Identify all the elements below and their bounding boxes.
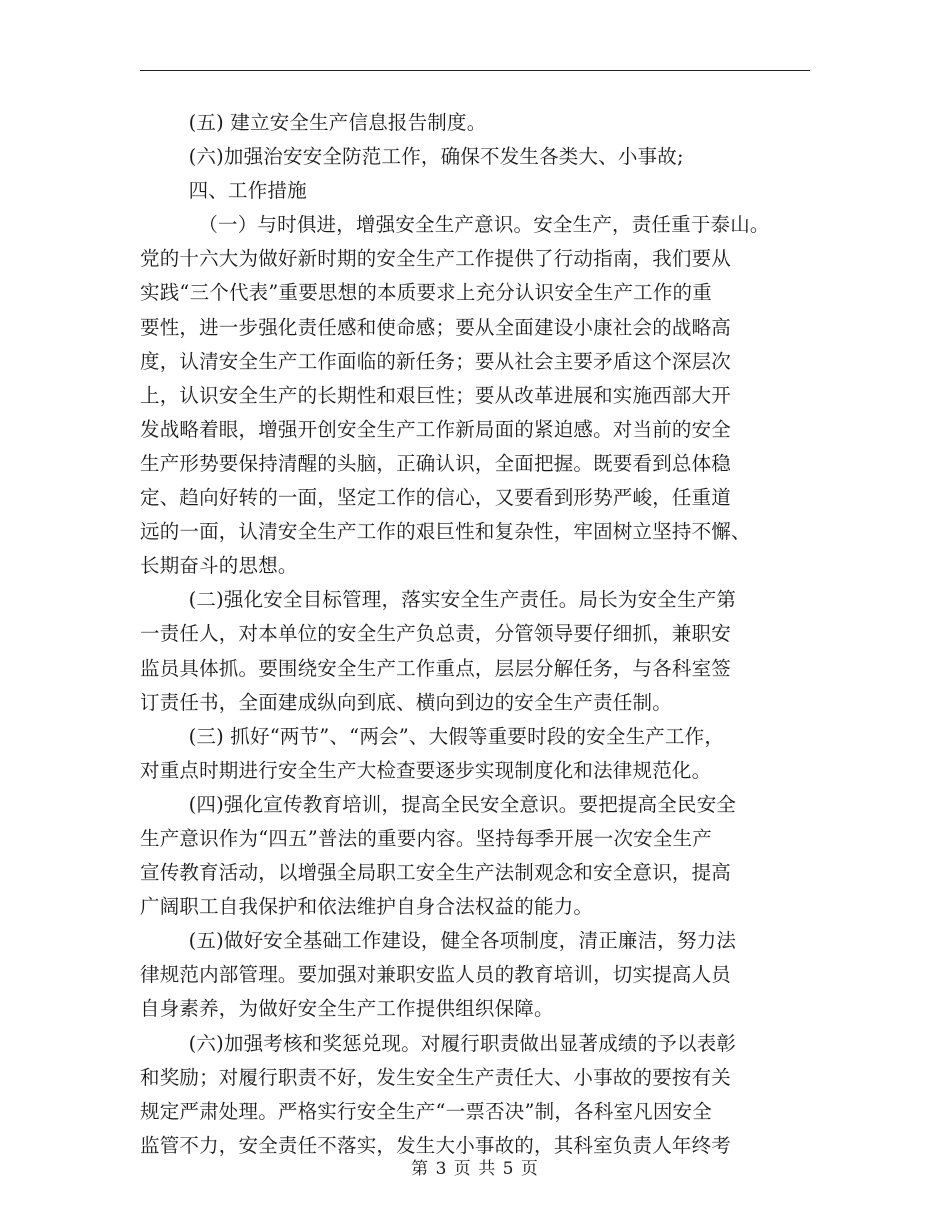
text-line: 度，认清安全生产工作面临的新任务；要从社会主要矛盾这个深层次 bbox=[140, 349, 732, 373]
text-line: 定、趋向好转的一面，坚定工作的信心，又要看到形势严峻，任重道 bbox=[140, 486, 732, 510]
text-line: 一责任人，对本单位的安全生产负总责，分管领导要仔细抓，兼职安 bbox=[140, 622, 732, 646]
text-line: 生产形势要保持清醒的头脑，正确认识，全面把握。既要看到总体稳 bbox=[140, 451, 732, 475]
page-footer: 第 3 页 共 5 页 bbox=[411, 1159, 539, 1179]
text-line: 律规范内部管理。要加强对兼职安监人员的教育培训，切实提高人员 bbox=[140, 963, 732, 987]
text-line: 监管不力，安全责任不落实，发生大小事故的，其科室负责人年终考 bbox=[140, 1133, 732, 1157]
text-line: 党的十六大为做好新时期的安全生产工作提供了行动指南，我们要从 bbox=[140, 247, 732, 271]
text-line: 长期奋斗的思想。 bbox=[140, 554, 298, 578]
text-line: 订责任书，全面建成纵向到底、横向到边的安全生产责任制。 bbox=[140, 690, 672, 714]
text-line: (二)强化安全目标管理，落实安全生产责任。局长为安全生产第 bbox=[188, 588, 737, 612]
text-line: (六)加强考核和奖惩兑现。对履行职责做出显著成绩的予以表彰 bbox=[188, 1031, 737, 1055]
text-line: 要性，进一步强化责任感和使命感；要从全面建设小康社会的战略高 bbox=[140, 315, 732, 339]
text-line: 自身素养，为做好安全生产工作提供组织保障。 bbox=[140, 997, 554, 1021]
text-line: （一）与时俱进，增强安全生产意识。安全生产，责任重于泰山。 bbox=[198, 213, 770, 237]
text-line: 对重点时期进行安全生产大检查要逐步实现制度化和法律规范化。 bbox=[140, 758, 712, 782]
text-line: 四、工作措施 bbox=[188, 179, 307, 203]
text-line: 生产意识作为“四五”普法的重要内容。坚持每季开展一次安全生产 bbox=[140, 826, 712, 850]
text-line: (三) 抓好“两节”、“两会”、大假等重要时段的安全生产工作， bbox=[188, 724, 725, 748]
text-line: (四)强化宣传教育培训，提高全民安全意识。要把提高全民安全 bbox=[188, 792, 737, 816]
text-line: (六)加强治安安全防范工作，确保不发生各类大、小事故; bbox=[188, 145, 684, 169]
text-line: 和奖励；对履行职责不好，发生安全生产责任大、小事故的要按有关 bbox=[140, 1065, 732, 1089]
document-body bbox=[140, 106, 820, 1163]
text-line: 实践“三个代表”重要思想的本质要求上充分认识安全生产工作的重 bbox=[140, 281, 712, 305]
text-line: 发战略着眼，增强开创安全生产工作新局面的紧迫感。对当前的安全 bbox=[140, 417, 732, 441]
header-rule bbox=[140, 70, 810, 71]
text-line: 规定严肃处理。严格实行安全生产“一票否决”制，各科室凡因安全 bbox=[140, 1099, 712, 1123]
text-line: (五)做好安全基础工作建设，健全各项制度，清正廉洁，努力法 bbox=[188, 929, 737, 953]
text-line: 上，认识安全生产的长期性和艰巨性；要从改革进展和实施西部大开 bbox=[140, 383, 732, 407]
text-line: 监员具体抓。要围绕安全生产工作重点，层层分解任务，与各科室签 bbox=[140, 656, 732, 680]
text-line: 广阔职工自我保护和依法维护自身合法权益的能力。 bbox=[140, 895, 594, 919]
text-line: 远的一面，认清安全生产工作的艰巨性和复杂性，牢固树立坚持不懈、 bbox=[140, 520, 751, 544]
text-line: 宣传教育活动，以增强全局职工安全生产法制观念和安全意识，提高 bbox=[140, 861, 732, 885]
text-line: (五) 建立安全生产信息报告制度。 bbox=[188, 111, 487, 134]
